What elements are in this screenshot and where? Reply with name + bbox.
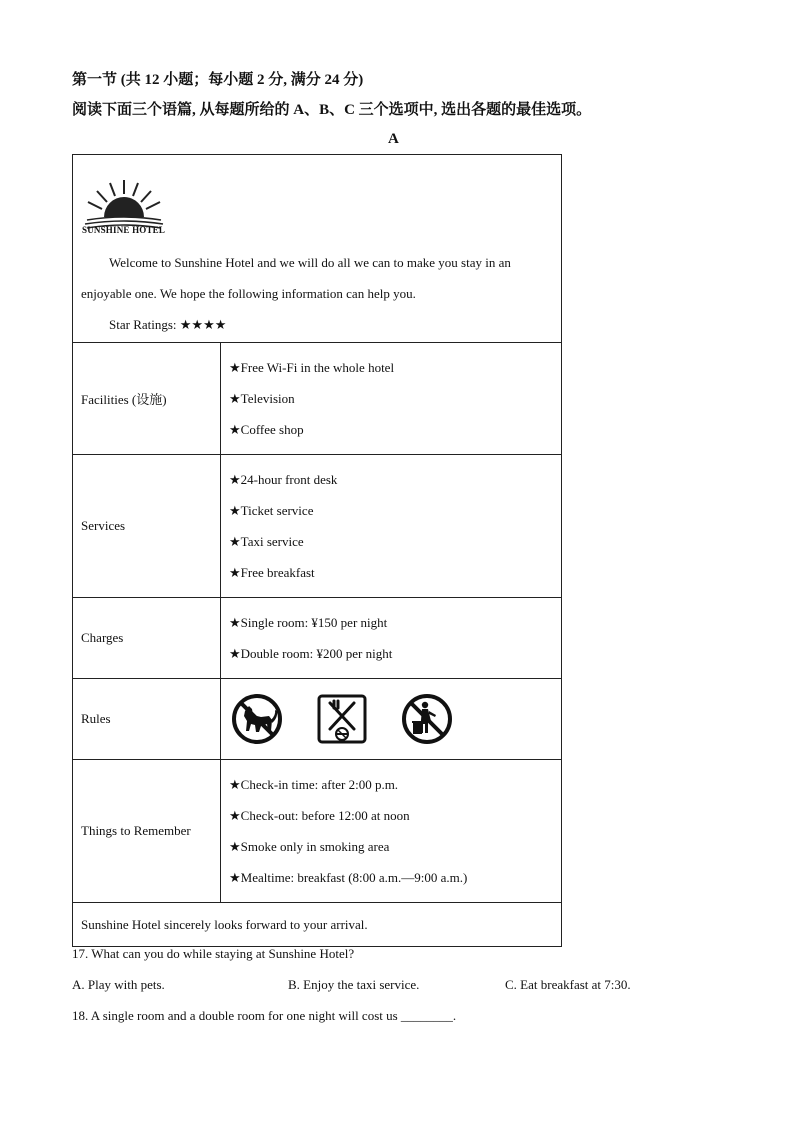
remember-label: Things to Remember (73, 760, 221, 903)
facilities-label: Facilities (设施) (73, 343, 221, 455)
charges-label: Charges (73, 598, 221, 679)
welcome-text (81, 247, 553, 340)
star-rating-label: Star Ratings: (109, 317, 180, 332)
reading-instruction: 阅读下面三个语篇, 从每题所给的 A、B、C 三个选项中, 选出各题的最佳选项。 (72, 102, 592, 118)
section-header: 第一节 (共 12 小题；每小题 2 分, 满分 24 分) (72, 72, 364, 88)
services-items (221, 455, 562, 598)
no-smoking-eating-sign-icon (316, 693, 368, 745)
list-item: ★24-hour front desk (229, 472, 338, 487)
star-rating (81, 309, 553, 340)
question-17-stem: 17. What can you do while staying at Sunshine Hotel? (72, 946, 355, 961)
list-item: ★Ticket service (229, 503, 314, 518)
list-item: ★Taxi service (229, 534, 304, 549)
question-18-stem: 18. A single room and a double room for one night will cost us ________. (72, 1008, 457, 1023)
hotel-logo-text: SUNSHINE HOTEL (82, 225, 166, 235)
hotel-intro-cell (73, 155, 562, 343)
question-17-option-a[interactable]: A. Play with pets. (72, 977, 165, 992)
list-item: ★Single room: ¥150 per night (229, 615, 388, 630)
star-rating-stars: ★★★★ (179, 317, 227, 332)
list-item: ★Free Wi-Fi in the whole hotel (229, 360, 395, 375)
list-item: ★Free breakfast (229, 565, 315, 580)
list-item: ★Double room: ¥200 per night (229, 646, 393, 661)
question-17-option-c[interactable]: C. Eat breakfast at 7:30. (505, 977, 631, 992)
facilities-items (221, 343, 562, 455)
rules-signs (221, 679, 562, 760)
question-17-option-b[interactable]: B. Enjoy the taxi service. (288, 977, 420, 992)
no-littering-sign-icon (401, 693, 453, 745)
closing-message: Sunshine Hotel sincerely looks forward to your arrival. (73, 903, 562, 947)
no-pets-sign-icon (231, 693, 283, 745)
list-item: ★Smoke only in smoking area (229, 839, 390, 854)
remember-items (221, 760, 562, 903)
passage-label: A (388, 131, 399, 147)
list-item: ★Television (229, 391, 295, 406)
hotel-info-table (72, 154, 562, 947)
rules-label: Rules (73, 679, 221, 760)
list-item: ★Coffee shop (229, 422, 304, 437)
welcome-line-2: enjoyable one. We hope the following information can help you. (81, 286, 416, 301)
welcome-line-1: Welcome to Sunshine Hotel and we will do all we can to make you stay in an (109, 255, 511, 270)
services-label: Services (73, 455, 221, 598)
list-item: ★Mealtime: breakfast (8:00 a.m.—9:00 a.m.) (229, 870, 468, 885)
list-item: ★Check-in time: after 2:00 p.m. (229, 777, 399, 792)
list-item: ★Check-out: before 12:00 at noon (229, 808, 410, 823)
charges-items (221, 598, 562, 679)
